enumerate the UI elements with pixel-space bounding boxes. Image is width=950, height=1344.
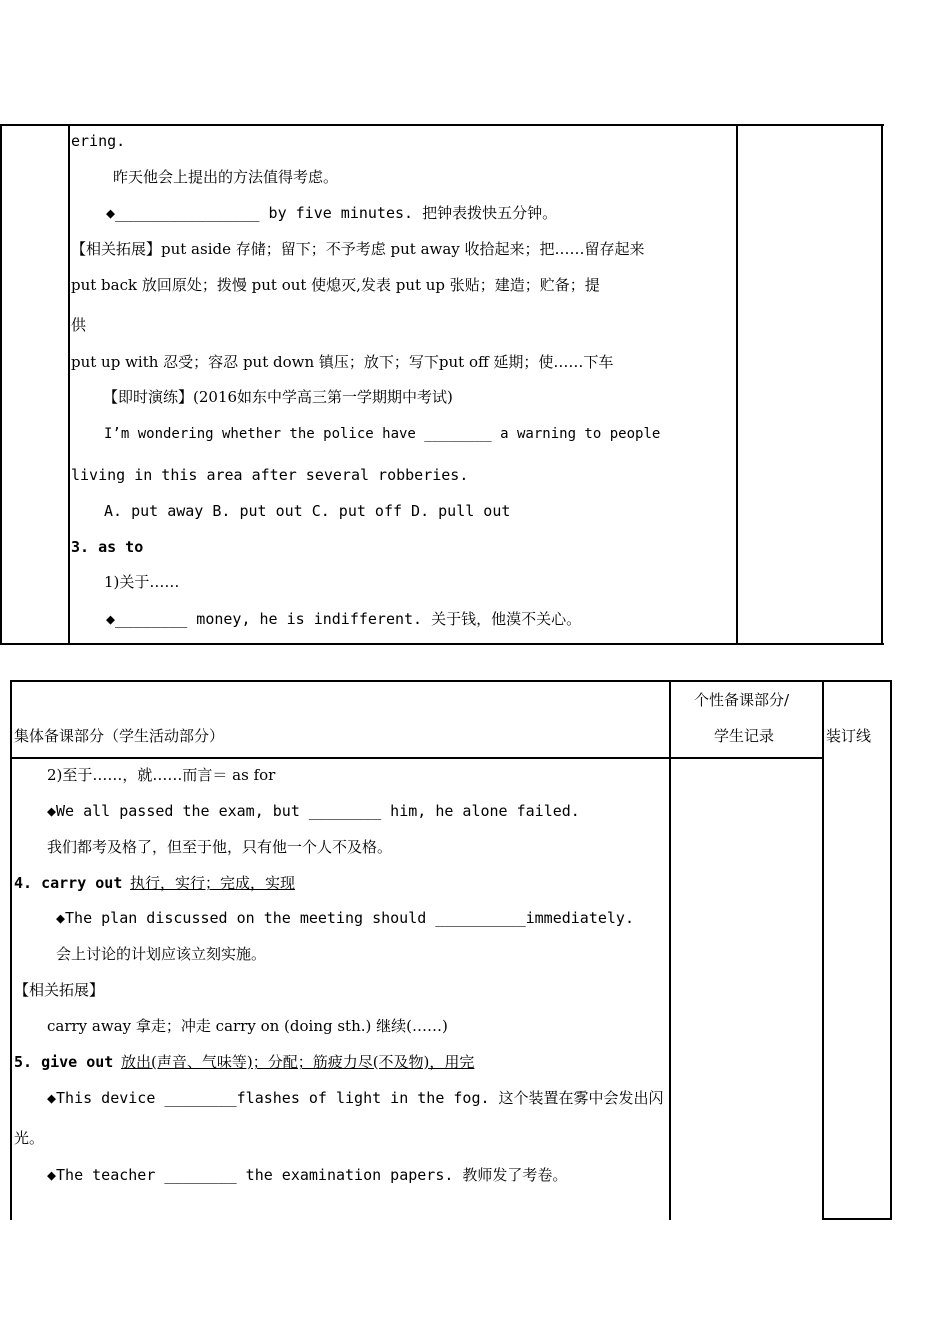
text-line: put back 放回原处；拨慢 put out 使熄灭,发表 put up 张贴；建造；贮备；提 <box>71 276 600 294</box>
text-line: 光。 <box>14 1129 45 1147</box>
section-heading: 4. carry out <box>14 874 123 892</box>
text-line: ◆The plan discussed on the meeting should __________immediately. <box>56 909 634 927</box>
text-line: 执行，实行；完成，实现 <box>130 874 296 892</box>
text-line: living in this area after several robberies. <box>71 466 469 484</box>
text-line: 【即时演练】(2016如东中学高三第一学期期中考试) <box>103 388 453 406</box>
section-heading: 3. as to <box>71 538 144 556</box>
text-line: 放出(声音、气味等)；分配；筋疲力尽(不及物)，用完 <box>121 1053 475 1071</box>
text-line: A. put away B. put out C. put off D. pull out <box>104 502 511 520</box>
text-line: I’m wondering whether the police have ________ a warning to people <box>104 426 661 442</box>
text-line: 【相关拓展】 <box>14 981 105 999</box>
text-line: ◆This device ________flashes of light in the fog. 这个装置在雾中会发出闪 <box>47 1089 664 1107</box>
text-line: 【相关拓展】put aside 存储；留下；不予考虑 put away 收拾起来；把……留存起来 <box>71 240 645 258</box>
text-line: ering. <box>71 132 126 150</box>
text-line: ◆________ money, he is indifferent. 关于钱，他漠不关心。 <box>106 610 582 628</box>
text-line: carry away 拿走；冲走 carry on (doing sth.) 继续(……) <box>47 1017 448 1035</box>
text-line: 1)关于…… <box>104 573 180 591</box>
text-line: 2)至于……，就……而言＝ as for <box>47 766 276 784</box>
section-heading: 5. give out <box>14 1053 114 1071</box>
text-line: put up with 忍受；容忍 put down 镇压；放下；写下put off 延期；使……下车 <box>71 353 614 371</box>
text-line: ◆We all passed the exam, but ________ him, he alone failed. <box>47 802 580 820</box>
text-line: 会上讨论的计划应该立刻实施。 <box>56 945 267 963</box>
column-header: 集体备课部分（学生活动部分） <box>14 727 225 745</box>
text-line: 我们都考及格了，但至于他，只有他一个人不及格。 <box>47 838 393 856</box>
binding-line-label: 装订线 <box>826 727 872 745</box>
column-header: 学生记录 <box>714 727 775 745</box>
text-line: ◆The teacher ________ the examination papers. 教师发了考卷。 <box>47 1166 568 1184</box>
text-line: 昨天他会上提出的方法值得考虑。 <box>113 168 339 186</box>
text-line: ◆________________ by five minutes. 把钟表拨快五分钟。 <box>106 204 558 222</box>
column-header: 个性备课部分/ <box>694 691 790 709</box>
text-line: 供 <box>71 316 87 334</box>
